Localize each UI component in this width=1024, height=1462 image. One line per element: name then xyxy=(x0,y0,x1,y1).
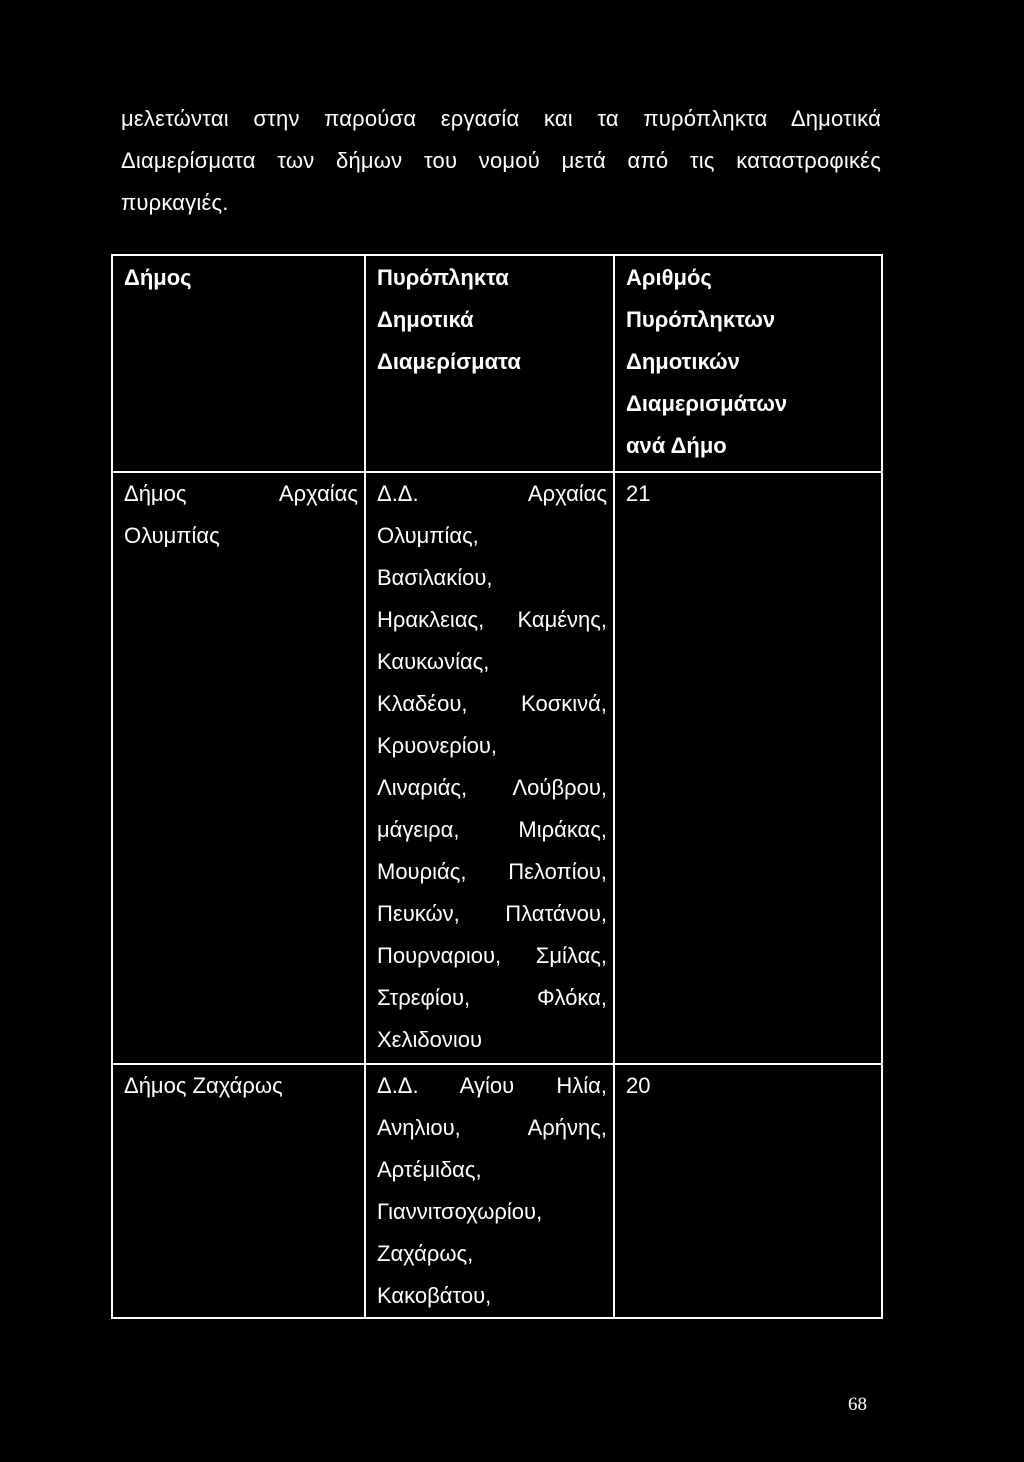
district-line: Δ.Δ. Αγίου Ηλία, xyxy=(377,1073,607,1098)
district-line: Κρυονερίου, xyxy=(377,733,498,758)
municipality-line: Δήμος Ζαχάρως xyxy=(124,1073,283,1098)
page-number: 68 xyxy=(848,1394,867,1415)
district-line: Κλαδέου, Κοσκινά, xyxy=(377,691,607,716)
district-line: Δ.Δ. Αρχαίας xyxy=(377,481,607,506)
districts-cell xyxy=(365,1064,614,1318)
header-municipality: Δήμος xyxy=(112,255,365,472)
header-districts: Πυρόπληκτα Δημοτικά Διαμερίσματα xyxy=(365,255,614,472)
municipality-line: Δήμος Αρχαίας xyxy=(124,481,358,506)
district-line: Αρτέμιδας, xyxy=(377,1157,482,1182)
intro-line: πυρκαγιές. xyxy=(121,190,229,215)
intro-line: Διαμερίσματα των δήμων του νομού μετά από τις καταστροφικές xyxy=(121,148,881,173)
count-cell: 20 xyxy=(614,1064,882,1318)
district-line: Γιαννιτσοχωρίου, xyxy=(377,1199,543,1224)
district-line: Καυκωνίας, xyxy=(377,649,490,674)
municipality-cell xyxy=(112,472,365,1064)
intro-paragraph xyxy=(121,98,881,224)
fire-affected-districts-table xyxy=(111,254,883,1319)
district-line: Χελιδονιου xyxy=(377,1027,483,1052)
district-line: μάγειρα, Μιράκας, xyxy=(377,817,607,842)
district-line: Λιναριάς, Λούβρου, xyxy=(377,775,607,800)
districts-cell xyxy=(365,472,614,1064)
district-line: Κακοβάτου, xyxy=(377,1283,492,1308)
table-row xyxy=(112,472,882,1064)
district-line: Πουρναριου, Σμίλας, xyxy=(377,943,607,968)
count-cell: 21 xyxy=(614,472,882,1064)
table-row xyxy=(112,1064,882,1318)
district-line: Ανηλιου, Αρήνης, xyxy=(377,1115,607,1140)
district-line: Πευκών, Πλατάνου, xyxy=(377,901,607,926)
table-header-row xyxy=(112,255,882,472)
district-line: Μουριάς, Πελοπίου, xyxy=(377,859,607,884)
intro-line: μελετώνται στην παρούσα εργασία και τα πυρόπληκτα Δημοτικά xyxy=(121,106,881,131)
district-line: Ζαχάρως, xyxy=(377,1241,474,1266)
municipality-cell xyxy=(112,1064,365,1318)
district-line: Ολυμπίας, xyxy=(377,523,479,548)
header-count: Αριθμός Πυρόπληκτων Δημοτικών Διαμερισμάτων ανά Δήμο xyxy=(614,255,882,472)
district-line: Στρεφίου, Φλόκα, xyxy=(377,985,607,1010)
district-line: Ηρακλειας, Καμένης, xyxy=(377,607,607,632)
municipality-line: Ολυμπίας xyxy=(124,523,220,548)
district-line: Βασιλακίου, xyxy=(377,565,493,590)
